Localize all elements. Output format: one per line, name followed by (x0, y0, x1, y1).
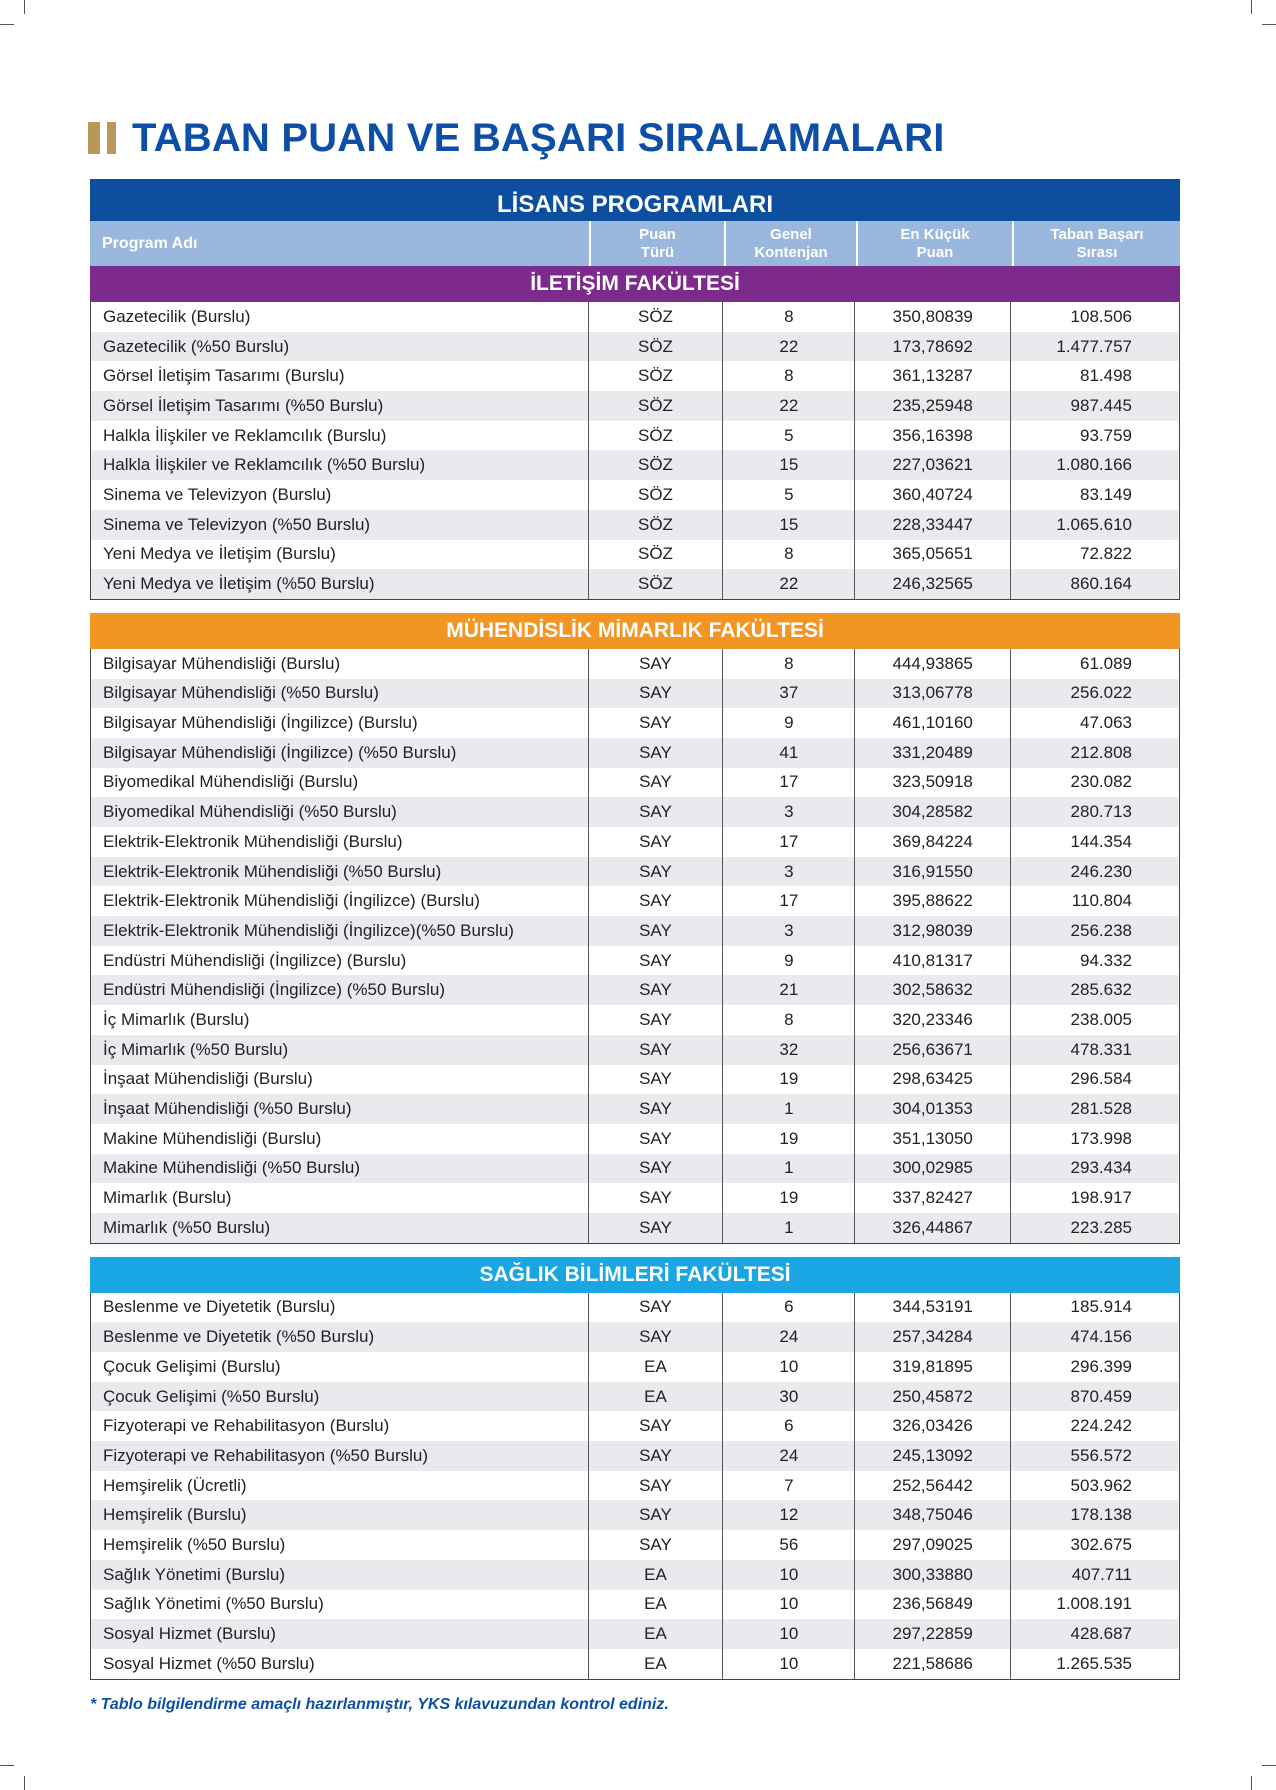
faculty-rows (90, 649, 1180, 1244)
cell-min-score: 348,75046 (854, 1500, 1010, 1530)
section-gap (90, 1244, 1180, 1257)
table-row (91, 540, 1178, 570)
cell-min-score: 337,82427 (854, 1183, 1010, 1213)
cell-min-score: 300,02985 (854, 1154, 1010, 1184)
cell-rank: 1.008.191 (1010, 1590, 1178, 1620)
cell-min-score: 365,05651 (854, 540, 1010, 570)
cell-program-name: Hemşirelik (Burslu) (103, 1505, 247, 1525)
cell-quota: 7 (722, 1471, 854, 1501)
table-row (91, 946, 1178, 976)
cell-program-name: Yeni Medya ve İletişim (%50 Burslu) (103, 574, 375, 594)
cell-score-type: SAY (588, 1471, 723, 1501)
cell-program-name: Elektrik-Elektronik Mühendisliği (%50 Burslu) (103, 861, 442, 881)
cell-quota: 24 (722, 1441, 854, 1471)
cell-score-type: SAY (588, 797, 723, 827)
table-row (91, 1094, 1178, 1124)
table-row (91, 1382, 1178, 1412)
table-row (91, 569, 1178, 599)
cell-rank: 280.713 (1010, 797, 1178, 827)
table-row (91, 1065, 1178, 1095)
cell-rank: 94.332 (1010, 946, 1178, 976)
cell-rank: 256.022 (1010, 679, 1178, 709)
cell-program-name: Gazetecilik (Burslu) (103, 306, 251, 326)
cell-min-score: 461,10160 (854, 708, 1010, 738)
cell-program-name: Sağlık Yönetimi (Burslu) (103, 1564, 286, 1584)
table-row (91, 1560, 1178, 1590)
cell-program-name: Sağlık Yönetimi (%50 Burslu) (103, 1594, 324, 1614)
cell-quota: 10 (722, 1352, 854, 1382)
cell-quota: 10 (722, 1649, 854, 1679)
table-row (91, 1471, 1178, 1501)
crop-mark (0, 1765, 14, 1766)
crop-mark (24, 1776, 25, 1790)
cell-min-score: 302,58632 (854, 975, 1010, 1005)
cell-score-type: SAY (588, 679, 723, 709)
cell-rank: 81.498 (1010, 361, 1178, 391)
cell-quota: 56 (722, 1530, 854, 1560)
cell-score-type: SAY (588, 1322, 723, 1352)
cell-score-type: SAY (588, 1213, 723, 1243)
cell-rank: 860.164 (1010, 569, 1178, 599)
cell-score-type: SÖZ (588, 421, 723, 451)
cell-quota: 8 (722, 302, 854, 332)
cell-program-name: Çocuk Gelişimi (Burslu) (103, 1356, 281, 1376)
cell-min-score: 444,93865 (854, 649, 1010, 679)
cell-rank: 185.914 (1010, 1293, 1178, 1323)
cell-min-score: 320,23346 (854, 1005, 1010, 1035)
cell-min-score: 252,56442 (854, 1471, 1010, 1501)
table-row (91, 480, 1178, 510)
cell-score-type: SAY (588, 886, 723, 916)
cell-quota: 6 (722, 1293, 854, 1323)
cell-min-score: 361,13287 (854, 361, 1010, 391)
cell-score-type: SAY (588, 1411, 723, 1441)
cell-min-score: 360,40724 (854, 480, 1010, 510)
cell-score-type: SAY (588, 708, 723, 738)
faculty-header: MÜHENDİSLİK MİMARLIK FAKÜLTESİ (90, 613, 1180, 649)
cell-score-type: EA (588, 1352, 723, 1382)
cell-rank: 556.572 (1010, 1441, 1178, 1471)
cell-score-type: SAY (588, 1124, 723, 1154)
cell-score-type: SAY (588, 916, 723, 946)
results-table (90, 179, 1180, 1680)
cell-min-score: 313,06778 (854, 679, 1010, 709)
section-gap (90, 600, 1180, 613)
cell-quota: 5 (722, 480, 854, 510)
cell-score-type: SÖZ (588, 450, 723, 480)
cell-min-score: 300,33880 (854, 1560, 1010, 1590)
table-row (91, 1619, 1178, 1649)
cell-min-score: 257,34284 (854, 1322, 1010, 1352)
cell-program-name: Endüstri Mühendisliği (İngilizce) (Burslu) (103, 950, 407, 970)
table-row (91, 708, 1178, 738)
cell-program-name: Çocuk Gelişimi (%50 Burslu) (103, 1386, 320, 1406)
cell-rank: 1.080.166 (1010, 450, 1178, 480)
table-row (91, 1213, 1178, 1243)
cell-rank: 474.156 (1010, 1322, 1178, 1352)
cell-rank: 296.399 (1010, 1352, 1178, 1382)
table-row (91, 886, 1178, 916)
col-header-rank: Taban Başarı Sırası (1012, 221, 1180, 266)
cell-rank: 93.759 (1010, 421, 1178, 451)
cell-score-type: SÖZ (588, 332, 723, 362)
cell-rank: 144.354 (1010, 827, 1178, 857)
cell-program-name: Görsel İletişim Tasarımı (Burslu) (103, 366, 345, 386)
cell-min-score: 221,58686 (854, 1649, 1010, 1679)
table-row (91, 1124, 1178, 1154)
cell-min-score: 350,80839 (854, 302, 1010, 332)
cell-program-name: Gazetecilik (%50 Burslu) (103, 336, 290, 356)
cell-min-score: 344,53191 (854, 1293, 1010, 1323)
cell-min-score: 351,13050 (854, 1124, 1010, 1154)
cell-program-name: Endüstri Mühendisliği (İngilizce) (%50 Burslu) (103, 980, 446, 1000)
cell-program-name: Hemşirelik (Ücretli) (103, 1475, 247, 1495)
cell-quota: 6 (722, 1411, 854, 1441)
cell-score-type: SAY (588, 1065, 723, 1095)
cell-program-name: Halkla İlişkiler ve Reklamcılık (%50 Burslu) (103, 455, 426, 475)
table-row (91, 1154, 1178, 1184)
cell-program-name: Bilgisayar Mühendisliği (İngilizce) (%50 Burslu) (103, 742, 457, 762)
faculty-header: İLETİŞİM FAKÜLTESİ (90, 266, 1180, 302)
cell-score-type: EA (588, 1619, 723, 1649)
cell-score-type: SAY (588, 768, 723, 798)
cell-score-type: SAY (588, 1154, 723, 1184)
table-row (91, 450, 1178, 480)
cell-score-type: SAY (588, 975, 723, 1005)
cell-score-type: SAY (588, 1293, 723, 1323)
cell-rank: 47.063 (1010, 708, 1178, 738)
cell-quota: 1 (722, 1094, 854, 1124)
cell-rank: 281.528 (1010, 1094, 1178, 1124)
cell-rank: 987.445 (1010, 391, 1178, 421)
cell-min-score: 395,88622 (854, 886, 1010, 916)
cell-min-score: 228,33447 (854, 510, 1010, 540)
cell-rank: 223.285 (1010, 1213, 1178, 1243)
cell-rank: 246.230 (1010, 857, 1178, 887)
table-row (91, 1500, 1178, 1530)
crop-mark (1251, 0, 1252, 14)
cell-program-name: Hemşirelik (%50 Burslu) (103, 1534, 286, 1554)
table-row (91, 361, 1178, 391)
cell-min-score: 250,45872 (854, 1382, 1010, 1412)
cell-score-type: SAY (588, 1183, 723, 1213)
cell-quota: 8 (722, 1005, 854, 1035)
cell-min-score: 331,20489 (854, 738, 1010, 768)
cell-rank: 503.962 (1010, 1471, 1178, 1501)
cell-rank: 1.065.610 (1010, 510, 1178, 540)
cell-score-type: SAY (588, 857, 723, 887)
cell-program-name: Sosyal Hizmet (%50 Burslu) (103, 1653, 315, 1673)
page-title: TABAN PUAN VE BAŞARI SIRALAMALARI (132, 115, 945, 160)
cell-quota: 3 (722, 857, 854, 887)
cell-quota: 30 (722, 1382, 854, 1412)
cell-score-type: SÖZ (588, 361, 723, 391)
table-row (91, 1035, 1178, 1065)
cell-program-name: Sosyal Hizmet (Burslu) (103, 1624, 276, 1644)
cell-program-name: İnşaat Mühendisliği (%50 Burslu) (103, 1099, 352, 1119)
cell-rank: 293.434 (1010, 1154, 1178, 1184)
cell-score-type: SÖZ (588, 569, 723, 599)
faculty-rows (90, 1293, 1180, 1680)
table-row (91, 649, 1178, 679)
table-row (91, 768, 1178, 798)
cell-min-score: 326,44867 (854, 1213, 1010, 1243)
table-row (91, 797, 1178, 827)
cell-rank: 83.149 (1010, 480, 1178, 510)
title-accent-bars (88, 122, 116, 154)
cell-program-name: Yeni Medya ve İletişim (Burslu) (103, 544, 336, 564)
table-row (91, 1441, 1178, 1471)
cell-min-score: 236,56849 (854, 1590, 1010, 1620)
cell-program-name: Görsel İletişim Tasarımı (%50 Burslu) (103, 395, 384, 415)
cell-rank: 212.808 (1010, 738, 1178, 768)
cell-quota: 41 (722, 738, 854, 768)
faculty-header: SAĞLIK BİLİMLERİ FAKÜLTESİ (90, 1257, 1180, 1293)
cell-quota: 19 (722, 1183, 854, 1213)
cell-rank: 108.506 (1010, 302, 1178, 332)
cell-quota: 1 (722, 1154, 854, 1184)
cell-rank: 296.584 (1010, 1065, 1178, 1095)
cell-rank: 1.265.535 (1010, 1649, 1178, 1679)
cell-program-name: Fizyoterapi ve Rehabilitasyon (%50 Burslu) (103, 1445, 429, 1465)
page-title-block (88, 115, 945, 160)
table-row (91, 1649, 1178, 1679)
cell-quota: 22 (722, 332, 854, 362)
cell-program-name: Elektrik-Elektronik Mühendisliği (İngilizce)(%50 Burslu) (103, 920, 514, 940)
cell-score-type: SAY (588, 1005, 723, 1035)
cell-min-score: 369,84224 (854, 827, 1010, 857)
cell-score-type: SAY (588, 1500, 723, 1530)
cell-quota: 1 (722, 1213, 854, 1243)
cell-program-name: İç Mimarlık (%50 Burslu) (103, 1039, 289, 1059)
cell-score-type: SAY (588, 1530, 723, 1560)
crop-mark (1262, 24, 1276, 25)
faculty-rows (90, 302, 1180, 600)
cell-score-type: SAY (588, 1094, 723, 1124)
cell-rank: 285.632 (1010, 975, 1178, 1005)
cell-min-score: 356,16398 (854, 421, 1010, 451)
cell-quota: 21 (722, 975, 854, 1005)
table-row (91, 302, 1178, 332)
cell-score-type: SAY (588, 738, 723, 768)
col-header-quota: Genel Kontenjan (724, 221, 856, 266)
cell-quota: 9 (722, 946, 854, 976)
cell-quota: 24 (722, 1322, 854, 1352)
cell-score-type: SAY (588, 827, 723, 857)
cell-min-score: 256,63671 (854, 1035, 1010, 1065)
cell-quota: 19 (722, 1124, 854, 1154)
cell-score-type: SÖZ (588, 510, 723, 540)
cell-score-type: EA (588, 1649, 723, 1679)
cell-min-score: 304,28582 (854, 797, 1010, 827)
cell-min-score: 312,98039 (854, 916, 1010, 946)
table-row (91, 857, 1178, 887)
cell-score-type: EA (588, 1560, 723, 1590)
cell-min-score: 323,50918 (854, 768, 1010, 798)
cell-program-name: Halkla İlişkiler ve Reklamcılık (Burslu) (103, 425, 387, 445)
cell-quota: 17 (722, 827, 854, 857)
cell-rank: 1.477.757 (1010, 332, 1178, 362)
footnote: * Tablo bilgilendirme amaçlı hazırlanmıştır, YKS kılavuzundan kontrol ediniz. (90, 1696, 669, 1713)
table-row (91, 679, 1178, 709)
cell-rank: 178.138 (1010, 1500, 1178, 1530)
crop-mark (1251, 1776, 1252, 1790)
table-row (91, 1352, 1178, 1382)
cell-rank: 173.998 (1010, 1124, 1178, 1154)
table-row (91, 421, 1178, 451)
cell-program-name: Elektrik-Elektronik Mühendisliği (Burslu) (103, 831, 403, 851)
cell-quota: 17 (722, 886, 854, 916)
cell-program-name: Makine Mühendisliği (Burslu) (103, 1128, 322, 1148)
cell-program-name: Sinema ve Televizyon (%50 Burslu) (103, 514, 371, 534)
cell-min-score: 410,81317 (854, 946, 1010, 976)
table-row (91, 1293, 1178, 1323)
cell-quota: 8 (722, 649, 854, 679)
cell-rank: 428.687 (1010, 1619, 1178, 1649)
cell-program-name: Elektrik-Elektronik Mühendisliği (İngilizce) (Burslu) (103, 891, 480, 911)
cell-quota: 8 (722, 361, 854, 391)
cell-rank: 302.675 (1010, 1530, 1178, 1560)
crop-mark (24, 0, 25, 14)
cell-quota: 37 (722, 679, 854, 709)
col-header-program: Program Adı (102, 234, 198, 252)
cell-quota: 10 (722, 1560, 854, 1590)
table-row (91, 332, 1178, 362)
table-row (91, 1322, 1178, 1352)
table-row (91, 1530, 1178, 1560)
cell-rank: 198.917 (1010, 1183, 1178, 1213)
cell-min-score: 227,03621 (854, 450, 1010, 480)
cell-min-score: 235,25948 (854, 391, 1010, 421)
cell-score-type: EA (588, 1590, 723, 1620)
table-row (91, 1005, 1178, 1035)
cell-min-score: 304,01353 (854, 1094, 1010, 1124)
cell-quota: 12 (722, 1500, 854, 1530)
cell-quota: 10 (722, 1619, 854, 1649)
cell-rank: 224.242 (1010, 1411, 1178, 1441)
table-row (91, 827, 1178, 857)
cell-min-score: 316,91550 (854, 857, 1010, 887)
cell-min-score: 245,13092 (854, 1441, 1010, 1471)
cell-min-score: 319,81895 (854, 1352, 1010, 1382)
cell-min-score: 297,09025 (854, 1530, 1010, 1560)
table-title: LİSANS PROGRAMLARI (90, 179, 1180, 221)
crop-mark (1262, 1765, 1276, 1766)
cell-min-score: 297,22859 (854, 1619, 1010, 1649)
cell-program-name: Beslenme ve Diyetetik (Burslu) (103, 1297, 336, 1317)
table-row (91, 738, 1178, 768)
cell-rank: 230.082 (1010, 768, 1178, 798)
cell-program-name: Makine Mühendisliği (%50 Burslu) (103, 1158, 361, 1178)
cell-score-type: SÖZ (588, 391, 723, 421)
cell-quota: 17 (722, 768, 854, 798)
cell-quota: 3 (722, 916, 854, 946)
cell-score-type: SÖZ (588, 540, 723, 570)
table-row (91, 975, 1178, 1005)
cell-quota: 22 (722, 569, 854, 599)
table-row (91, 391, 1178, 421)
cell-min-score: 173,78692 (854, 332, 1010, 362)
cell-program-name: Mimarlık (%50 Burslu) (103, 1217, 271, 1237)
table-row (91, 510, 1178, 540)
cell-rank: 478.331 (1010, 1035, 1178, 1065)
cell-quota: 22 (722, 391, 854, 421)
cell-rank: 110.804 (1010, 886, 1178, 916)
cell-score-type: EA (588, 1382, 723, 1412)
cell-program-name: İnşaat Mühendisliği (Burslu) (103, 1069, 313, 1089)
cell-quota: 3 (722, 797, 854, 827)
cell-program-name: Biyomedikal Mühendisliği (%50 Burslu) (103, 802, 397, 822)
table-row (91, 916, 1178, 946)
cell-quota: 19 (722, 1065, 854, 1095)
cell-quota: 5 (722, 421, 854, 451)
faculty-sections (90, 266, 1180, 1680)
cell-rank: 61.089 (1010, 649, 1178, 679)
cell-rank: 407.711 (1010, 1560, 1178, 1590)
cell-score-type: SAY (588, 649, 723, 679)
cell-min-score: 298,63425 (854, 1065, 1010, 1095)
cell-program-name: Mimarlık (Burslu) (103, 1188, 232, 1208)
col-header-min-score: En Küçük Puan (856, 221, 1012, 266)
cell-program-name: Beslenme ve Diyetetik (%50 Burslu) (103, 1327, 375, 1347)
table-row (91, 1411, 1178, 1441)
cell-quota: 8 (722, 540, 854, 570)
cell-rank: 870.459 (1010, 1382, 1178, 1412)
cell-score-type: SÖZ (588, 302, 723, 332)
cell-program-name: İç Mimarlık (Burslu) (103, 1009, 250, 1029)
cell-quota: 15 (722, 510, 854, 540)
col-header-score-type: Puan Türü (589, 221, 724, 266)
cell-score-type: SÖZ (588, 480, 723, 510)
cell-rank: 72.822 (1010, 540, 1178, 570)
cell-program-name: Biyomedikal Mühendisliği (Burslu) (103, 772, 359, 792)
cell-program-name: Bilgisayar Mühendisliği (%50 Burslu) (103, 683, 379, 703)
table-row (91, 1183, 1178, 1213)
cell-rank: 238.005 (1010, 1005, 1178, 1035)
cell-program-name: Sinema ve Televizyon (Burslu) (103, 484, 332, 504)
cell-score-type: SAY (588, 1035, 723, 1065)
cell-program-name: Bilgisayar Mühendisliği (Burslu) (103, 653, 341, 673)
cell-score-type: SAY (588, 946, 723, 976)
table-row (91, 1590, 1178, 1620)
cell-min-score: 326,03426 (854, 1411, 1010, 1441)
cell-quota: 10 (722, 1590, 854, 1620)
cell-program-name: Fizyoterapi ve Rehabilitasyon (Burslu) (103, 1416, 390, 1436)
cell-rank: 256.238 (1010, 916, 1178, 946)
cell-program-name: Bilgisayar Mühendisliği (İngilizce) (Burslu) (103, 713, 418, 733)
cell-quota: 15 (722, 450, 854, 480)
crop-mark (0, 24, 14, 25)
cell-score-type: SAY (588, 1441, 723, 1471)
column-headers (90, 221, 1180, 266)
cell-quota: 32 (722, 1035, 854, 1065)
cell-min-score: 246,32565 (854, 569, 1010, 599)
cell-quota: 9 (722, 708, 854, 738)
